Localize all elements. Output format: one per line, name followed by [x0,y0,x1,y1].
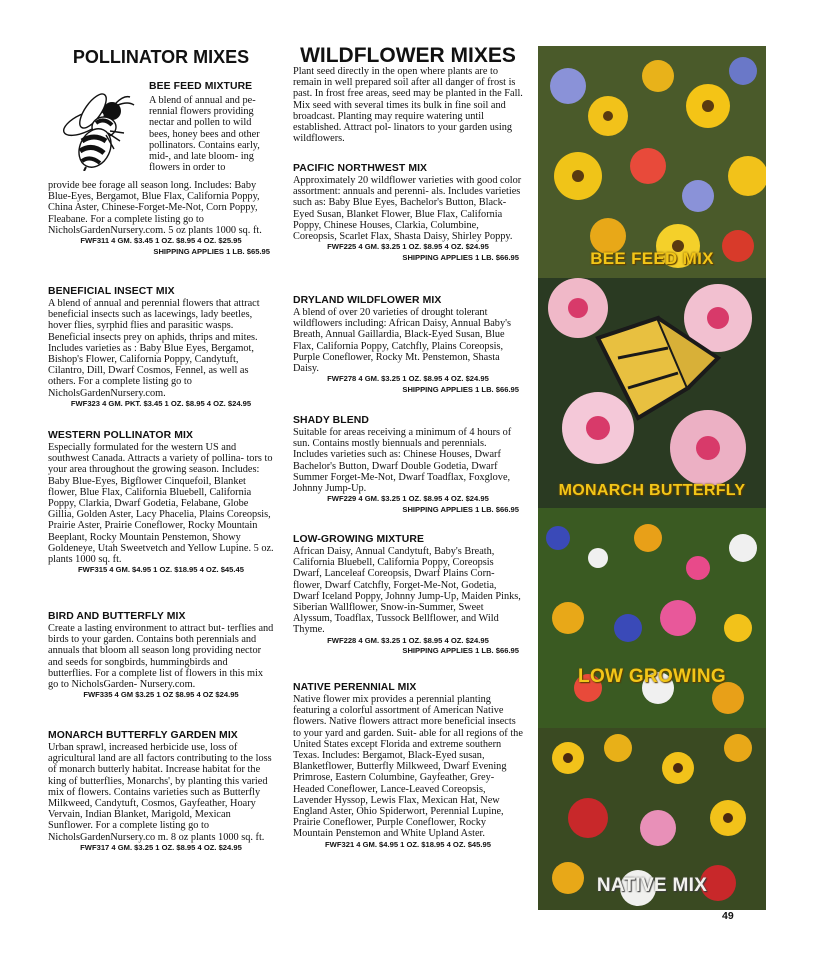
bee-feed-photo [538,46,766,278]
product-shipping: SHIPPING APPLIES 1 LB. $65.95 [153,246,270,256]
monarch-butterfly-photo [538,278,766,508]
product-dryland [293,295,523,395]
product-low-growing [293,534,523,657]
page-number: 49 [722,910,734,922]
product-monarch-butterfly [48,730,274,853]
product-bee-feed-cont [48,180,274,257]
product-price: FWF315 4 GM. $4.95 1 OZ. $18.95 4 OZ. $45.45 [78,565,244,575]
product-title: DRYLAND WILDFLOWER MIX [293,295,442,306]
product-title: BEE FEED MIXTURE [149,81,253,92]
product-title: MONARCH BUTTERFLY GARDEN MIX [48,730,238,741]
intro-text: Plant seed directly in the open where plants are to remain in well prepared soil after all danger of frost is past. In frost free areas, seed may be planted in the Fall. Mix seed with several times its bulk in fine soil and broadcast. Planting may require watering until established. Attract pol- linators to your garden using wildflowers. [293,66,523,145]
product-title: SHADY BLEND [293,415,369,426]
product-shipping: SHIPPING APPLIES 1 LB. $66.95 [402,384,519,394]
product-description: A blend of over 20 varieties of drought tolerant wildflowers including: African Daisy, Annual Baby's Breath, Annual Gaillardia, Black-Eyed Susan, Blue Flax, California Poppy, Catchfly, Plains Coreopsis, Purple Coneflower, Rocky Mt. Penstemon, Shasta Daisy. [293,307,511,375]
product-western-pollinator [48,430,274,576]
section-heading-pollinator-mixes: POLLINATOR MIXES [72,47,250,67]
product-description: Suitable for areas receiving a minimum of 4 hours of sun. Contains mostly biennuals and perennials. Includes varieties such as: Chinese Houses, Dwarf Bachelor's Button, Dwarf Double Godetia, Dwarf Summer Forget-Me-Not, Dwarf Toadflax, Foxglove, Johnny Jump-Up. [293,427,512,495]
product-title: NATIVE PERENNIAL MIX [293,682,417,693]
product-price: FWF229 4 GM. $3.25 1 OZ. $8.95 4 OZ. $24.95 [327,494,489,504]
product-pacific-northwest [293,163,523,263]
product-title: PACIFIC NORTHWEST MIX [293,163,428,174]
product-description: A blend of annual and pe- rennial flowers providing nectar and pollen to wild bees, honey bees and other pollinators. Contains early, mid-, and late bloom- ing flowers in order to [149,95,260,174]
product-beneficial-insect [48,286,274,409]
product-shipping: SHIPPING APPLIES 1 LB. $66.95 [402,252,519,262]
product-bird-butterfly [48,611,274,701]
product-price: FWF228 4 GM. $3.25 1 OZ. $8.95 4 OZ. $24.95 [327,635,489,645]
product-shipping: SHIPPING APPLIES 1 LB. $66.95 [402,646,519,656]
product-title: WESTERN POLLINATOR MIX [48,430,193,441]
product-title: BIRD AND BUTTERFLY MIX [48,611,186,622]
low-growing-photo [538,508,766,728]
product-description: Approximately 20 wildflower varieties with good color assortment: annuals and perenni- als. Includes varieties such as: Baby Blue Eyes, Bachelor's Button, Black-Eyed Susan, Blanket Flower, Blue Flax, California Poppy, Chinese Houses, Clarkia, Columbine, Coreopsis, Scarlet Flax, Shasta Daisy, Shirley Poppy. [293,175,522,243]
product-shipping: SHIPPING APPLIES 1 LB. $66.95 [402,504,519,514]
product-price: FWF225 4 GM. $3.25 1 OZ. $8.95 4 OZ. $24.95 [327,242,489,252]
product-title: LOW-GROWING MIXTURE [293,534,424,545]
bee-illustration [60,93,146,171]
section-heading-wildflower-mixes: WILDFLOWER MIXES [300,44,516,67]
product-price: FWF278 4 GM. $3.25 1 OZ. $8.95 4 OZ. $24.95 [327,374,489,384]
photo-caption-monarch: MONARCH BUTTERFLY [558,482,746,499]
flower-photo-strip [538,46,766,910]
product-description: A blend of annual and perennial flowers that attract beneficial insects such as lacewings, lady beetles, hover flies, syrphid flies and parasitic wasps. Beneficial insects prey on aphids, thrips and mites. Includes varieties as : Baby Blue Eyes, Bergamot, Bishop's Flower, California Poppy, Candytuft, Cilantro, Dill, Dwarf Cosmos, Fennel, as well as others. For a complete listing go to NicholsGardenNursery.com. [48,298,260,399]
product-price: FWF321 4 GM. $4.95 1 OZ. $18.95 4 OZ. $45.95 [325,839,491,849]
product-price: FWF323 4 GM. PKT. $3.45 1 OZ. $8.95 4 OZ. $24.95 [70,398,252,408]
photo-caption-native: NATIVE MIX [596,875,708,896]
product-title: BENEFICIAL INSECT MIX [48,286,175,297]
product-description: African Daisy, Annual Candytuft, Baby's Breath, California Bluebell, California Poppy, Coreopsis Dwarf, Lanceleaf Coreopsis, Dwarf Plains Corn- flower, Dwarf Catchfly, Forget-Me-Not, Godetia, Dwarf Iceland Poppy, Johnny Jump-Up, Maiden Pinks, Siberian Wallflower, Snow-in-Summer, Sweet Alyssum, Toadflax, Tussock Bellflower, and Wild Thyme. [293,546,521,636]
product-native-perennial [293,682,523,850]
product-price: FWF317 4 GM. $3.25 1 OZ. $8.95 4 OZ. $24.95 [80,842,242,852]
product-description-continued: provide bee forage all season long. Includes: Baby Blue-Eyes, Bergamot, Blue Flax, California Poppy, China Aster, Chinese-Forget-Me-Not, Corn Poppy, Fleabane. For a complete listing go to NicholsGardenNursery.com. 5 oz plants 1000 sq. ft. [48,180,262,236]
product-description: Create a lasting environment to attract but- terflies and birds to your garden. Contains both perennials and annuals that bloom all season long providing nector and seeds for songbirds, hummingbirds and butterflies. For a complete list of flowers in this mix go to NicholsGarden- Nursery.com. [48,623,274,691]
photo-caption-low-growing: LOW GROWING [578,666,726,687]
product-bee-feed [149,81,274,173]
photo-caption-bee-feed: BEE FEED MIX [590,249,714,268]
wildflower-intro [293,66,523,144]
product-price: FWF311 4 GM. $3.45 1 OZ. $8.95 4 OZ. $25.95 [80,236,242,246]
product-description: Especially formulated for the western US and southwest Canada. Attracts a variety of pollina- tors to your area throughout the growing season. Includes: Baby Blue-Eyes, Bigflower Cinquefoil, Blanket flower, Blue Flax, California Bluebell, California Poppy, Clarkia, Dwarf Godetia, Felabane, Globe Gillia, Golden Aster, Lacy Phacelia, Plains Coreopsis, Prairie Aster, Prairie Coneflower, Rocky Mountain Beeplant, Rocky Mountain Penstemon, Showy Goldeneye, Utah Sweetvetch and Yellow Lupine. 5 oz. plants 1000 sq. ft. [48,442,274,566]
product-price: FWF335 4 GM $3.25 1 OZ $8.95 4 OZ $24.95 [83,690,239,700]
product-description: Native flower mix provides a perennial planting featuring a colorful assortment of American Native flowers. Native flowers attract more beneficial insects to your yard and garden. Suit- able for all regions of the United States except Florida and extreme southern Texas. Includes: Bergamot, Black-Eyed susan, Blanketflower, Butterfly Milkweed, Dwarf Evening Primrose, Eastern Columbine, Gayfeather, Grey-Headed Coneflower, Lance-Leaved Coreopsis, Lavender Hyssop, Lewis Flax, Mexican Hat, New England Aster, Ohio Spiderwort, Perennial Lupine, Prairie Coneflower, Purple Coneflower, Rocky Mountain Penstemon and White Upland Aster. [293,694,523,840]
product-shady-blend [293,415,523,515]
product-description: Urban sprawl, increased herbicide use, loss of agricultural land are all factors contributing to the loss of monarch butterly habitat. Increase habitat for the king of butterflies, Monarchs', by planting this varied mix of flowers. Contains varieties such as Butterfly Milkweed, Candytuft, Cosmos, Gayfeather, Hoary Vervain, Indian Blanket, Marigold, Mexican Sunflower. For a complete listing go to NicholsGardenNursery.co m. 8 oz plants 1000 sq. ft. [48,742,272,843]
